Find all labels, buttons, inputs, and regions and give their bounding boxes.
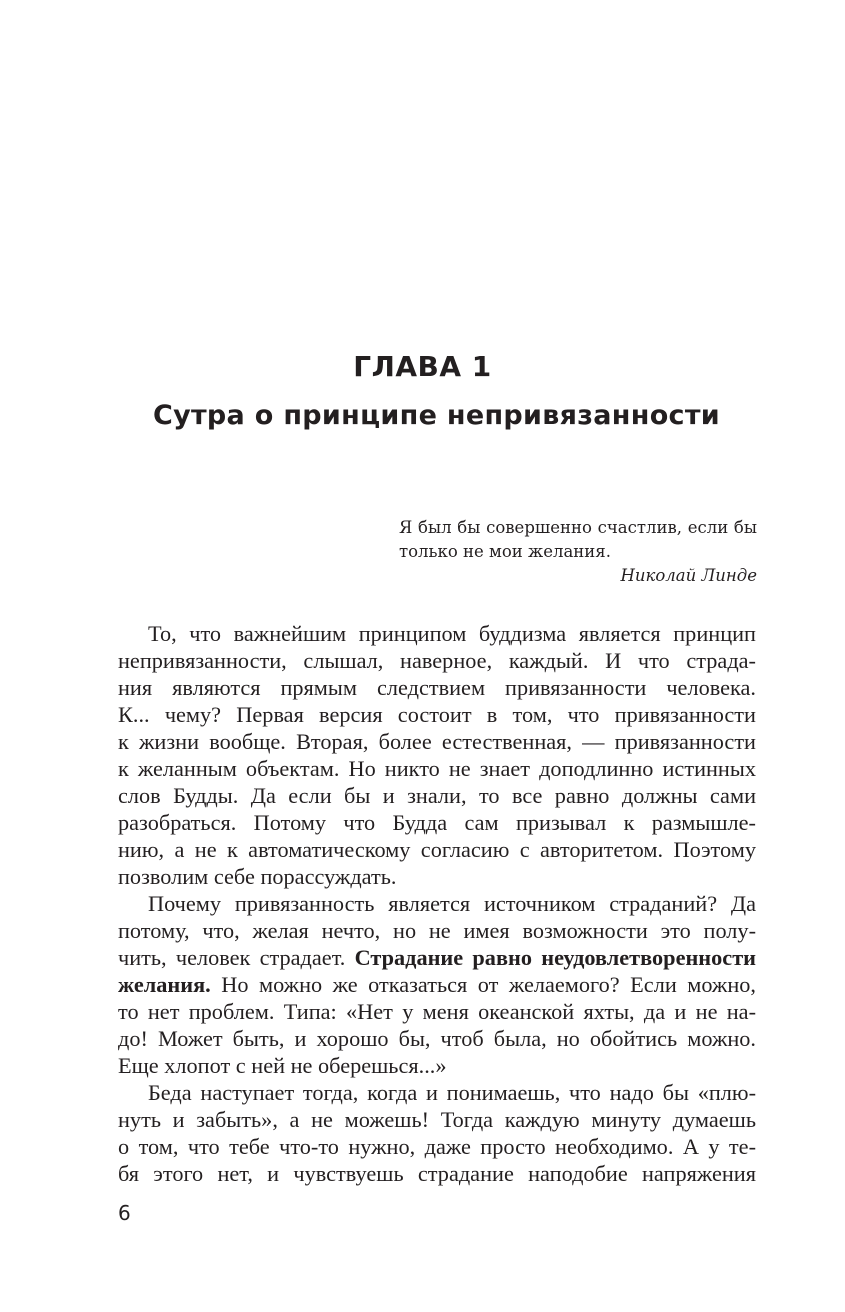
text-run: чить, человек страдает. [118,945,355,970]
text-line [118,755,756,782]
text-line [118,1079,756,1106]
text-line [118,1106,756,1133]
body-text [118,620,756,1187]
text-run: о том, что тебе что-то нужно, даже просто необходимо. А у те- [118,1134,756,1159]
text-run: до! Может быть, и хорошо бы, чтоб была, но обойтись можно. [118,1026,756,1051]
text-run: нуть и забыть», а не можешь! Тогда каждую минуту думаешь [118,1107,756,1132]
bold-text: Страдание равно неудовлетворенности [354,945,756,970]
text-run: разобраться. Потому что Будда сам призывал к размышле- [118,810,756,835]
text-line [118,674,756,701]
text-line [118,917,756,944]
chapter-title: Сутра о принципе непривязанности [152,400,721,431]
bold-text: желания. [118,972,211,997]
text-run: нию, а не к автоматическому согласию с авторитетом. Поэтому [118,837,756,862]
epigraph-author: Николай Линде [620,566,757,585]
text-run: ния являются прямым следствием привязанности человека. [118,675,756,700]
text-run: То, что важнейшим принципом буддизма является принцип [148,621,756,646]
text-line [118,809,756,836]
text-line [118,1025,756,1052]
text-run: Еще хлопот с ней не оберешься...» [118,1053,447,1078]
epigraph [399,516,757,588]
text-line [118,701,756,728]
text-line [118,971,756,998]
text-line [118,1052,756,1079]
text-run: то нет проблем. Типа: «Нет у меня океанской яхты, да и не на- [118,999,756,1024]
text-line [118,890,756,917]
text-line [118,863,756,890]
text-line [118,1160,756,1187]
epigraph-text: Я был бы совершенно счастлив, если бы только не мои желания. [399,518,757,561]
text-run: Но можно же отказаться от желаемого? Если можно, [210,972,756,997]
text-line [118,728,756,755]
text-run: бя этого нет, и чувствуешь страдание наподобие напряжения [118,1161,756,1186]
text-run: К... чему? Первая версия состоит в том, что привязанности [118,702,756,727]
text-run: к желанным объектам. Но никто не знает доподлинно истинных [118,756,756,781]
text-run: потому, что, желая нечто, но не имея возможности это полу- [118,918,756,943]
text-run: Почему привязанность является источником страданий? Да [148,891,756,916]
text-line [118,647,756,674]
text-line [118,1133,756,1160]
text-line [118,782,756,809]
text-run: непривязанности, слышал, наверное, каждый. И что страда- [118,648,756,673]
chapter-number: ГЛАВА 1 [353,350,492,383]
page-number: 6 [118,1201,131,1225]
text-run: позволим себе порассуждать. [118,864,397,889]
text-line [118,620,756,647]
text-line [118,836,756,863]
text-run: слов Будды. Да если бы и знали, то все равно должны сами [118,783,756,808]
text-run: Беда наступает тогда, когда и понимаешь, что надо бы «плю- [148,1080,756,1105]
text-line [118,944,756,971]
text-run: к жизни вообще. Вторая, более естественная, — привязанности [118,729,756,754]
text-line [118,998,756,1025]
